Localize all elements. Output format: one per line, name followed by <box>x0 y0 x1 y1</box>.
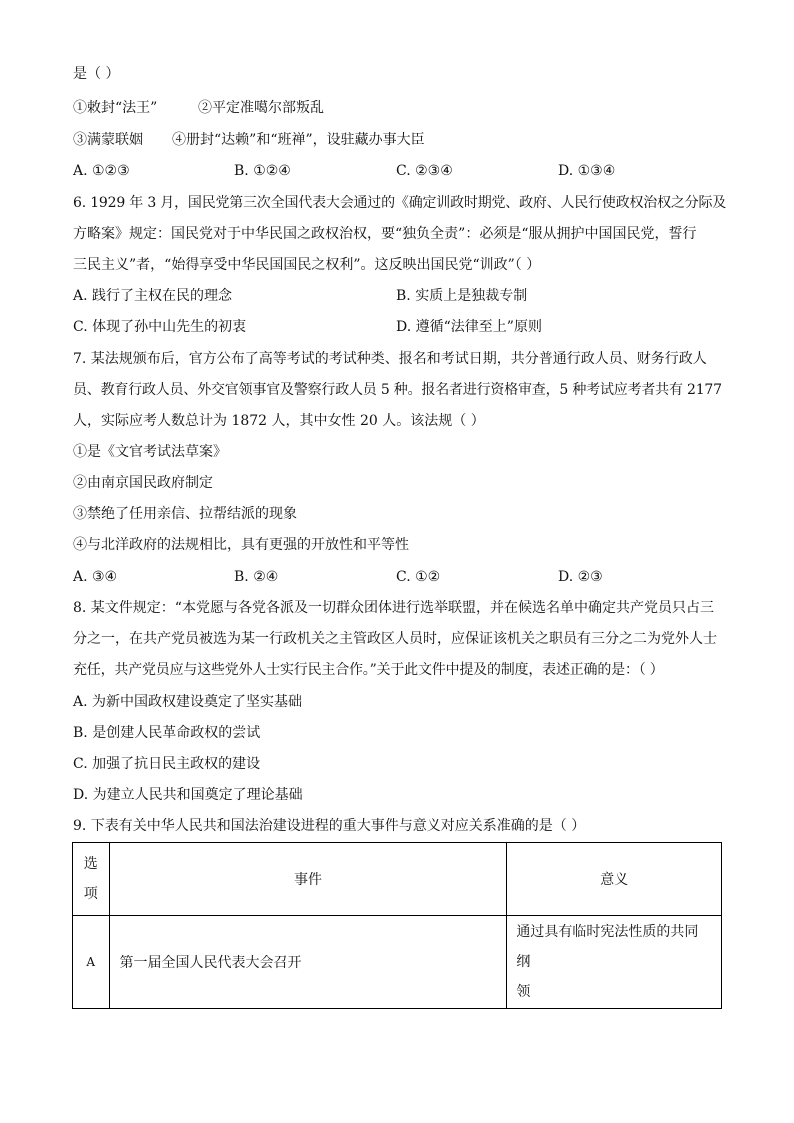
q5-option-d[interactable]: D. ①③④ <box>558 163 616 179</box>
q9-header-meaning: 意义 <box>507 843 722 916</box>
q8-stem-line-1: 8. 某文件规定：“本党愿与各党各派及一切群众团体进行选举联盟，并在候选名单中确定共产党员只占三 <box>73 600 714 616</box>
q7-item-3: ③禁绝了任用亲信、拉帮结派的现象 <box>73 506 297 522</box>
q8-option-a[interactable]: A. 为新中国政权建设奠定了坚实基础 <box>73 694 303 710</box>
q7-option-b[interactable]: B. ②④ <box>234 569 279 585</box>
q5-item-4: ④册封“达赖”和“班禅”，设驻藏办事大臣 <box>172 132 425 148</box>
q6-option-a[interactable]: A. 践行了主权在民的理念 <box>73 288 233 304</box>
q7-item-4: ④与北洋政府的法规相比，具有更强的开放性和平等性 <box>73 537 409 553</box>
q6-option-c[interactable]: C. 体现了孙中山先生的初衷 <box>73 319 247 335</box>
q7-stem-line-2: 员、教育行政人员、外交官领事官及警察行政人员 5 种。报名者进行资格审查，5 种考试应考者共有 2177 <box>73 382 722 398</box>
q9-table-header-row <box>73 843 722 916</box>
q8-option-c[interactable]: C. 加强了抗日民主政权的建设 <box>73 756 261 772</box>
q5-item-3: ③满蒙联姻 <box>73 132 143 148</box>
q6-stem-line-2: 方略案》规定：国民党对于中华民国之政权治权，要“独负全责”：必须是“服从拥护中国国民党，誓行 <box>73 226 697 242</box>
q8-option-b[interactable]: B. 是创建人民革命政权的尝试 <box>73 725 261 741</box>
q9-row-meaning-line-2: 领 <box>516 984 531 1000</box>
q5-option-c[interactable]: C. ②③④ <box>396 163 453 179</box>
q9-header-option-line-1: 选 <box>83 856 98 872</box>
q9-stem: 9. 下表有关中华人民共和国法治建设进程的重大事件与意义对应关系准确的是（ ） <box>73 818 586 834</box>
q9-row-option: A <box>73 916 110 1009</box>
q9-row-meaning-line-1: 通过具有临时宪法性质的共同纲 <box>516 924 699 970</box>
q6-option-d[interactable]: D. 遵循“法律至上”原则 <box>396 319 542 335</box>
q8-stem-line-2: 分之一，在共产党员被选为某一行政机关之主管政区人员时，应保证该机关之职员有三分之二为党外人士 <box>73 631 717 647</box>
q9-header-option-line-2: 项 <box>83 886 98 902</box>
q7-option-c[interactable]: C. ①② <box>396 569 441 585</box>
q7-stem-line-3: 人，实际应考人数总计为 1872 人，其中女性 20 人。该法规（ ） <box>73 413 485 429</box>
q9-header-event: 事件 <box>109 843 507 916</box>
q7-stem-line-1: 7. 某法规颁布后，官方公布了高等考试的考试种类、报名和考试日期，共分普通行政人员、财务行政人 <box>73 351 707 367</box>
q6-stem-line-1: 6. 1929 年 3 月，国民党第三次全国代表大会通过的《确定训政时期党、政府、人民行使政权治权之分际及 <box>73 195 727 211</box>
q7-item-2: ②由南京国民政府制定 <box>73 475 213 491</box>
q5-option-b[interactable]: B. ①②④ <box>234 163 291 179</box>
q9-row-meaning <box>507 916 722 1009</box>
q9-table <box>72 842 722 1009</box>
q8-stem-line-3: 充任，共产党员应与这些党外人士实行民主合作。”关于此文件中提及的制度，表述正确的是：（ ） <box>73 662 664 678</box>
q7-option-d[interactable]: D. ②③ <box>558 569 603 585</box>
q5-stem-tail: 是（ ） <box>73 66 120 82</box>
q5-item-1: ①敕封“法王” <box>73 100 158 116</box>
q7-item-1: ①是《文官考试法草案》 <box>73 444 227 460</box>
table-row <box>73 916 722 1009</box>
q7-option-a[interactable]: A. ③④ <box>73 569 118 585</box>
q9-header-option <box>73 843 110 916</box>
q6-option-b[interactable]: B. 实质上是独裁专制 <box>396 288 528 304</box>
q9-row-event: 第一届全国人民代表大会召开 <box>109 916 507 1009</box>
q6-stem-line-3: 三民主义”者，“始得享受中华民国国民之权利”。这反映出国民党“训政”（ ） <box>73 257 541 273</box>
q5-option-a[interactable]: A. ①②③ <box>73 163 130 179</box>
q5-item-2: ②平定准噶尔部叛乱 <box>198 100 324 116</box>
q8-option-d[interactable]: D. 为建立人民共和国奠定了理论基础 <box>73 787 303 803</box>
